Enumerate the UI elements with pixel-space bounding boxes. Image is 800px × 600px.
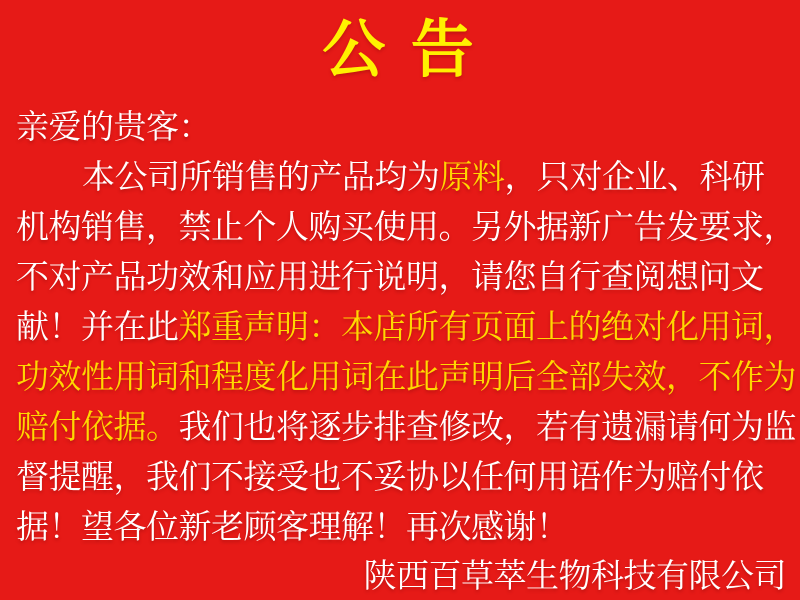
text-segment: 原料 (439, 158, 505, 195)
text-segment: 亲爱的贵客： (16, 108, 211, 145)
notice-line (16, 102, 788, 152)
text-segment: 功效性用词和程度化用词在此声明后全部失效，不作为 (16, 358, 796, 395)
text-segment: 据！望各位新老顾客理解！再次感谢！ (16, 508, 569, 545)
notice-line (16, 352, 796, 402)
notice-line (16, 502, 788, 552)
notice-line (16, 202, 796, 252)
text-segment: 我们也将逐步排查修改，若有遗漏请何为监 (178, 408, 796, 445)
text-segment: 郑重声明：本店所有页面上的绝对化用词， (178, 308, 796, 345)
text-segment: 献！并在此 (16, 308, 179, 345)
company-signature: 陕西百草萃生物科技有限公司 (363, 557, 786, 594)
notice-line (16, 152, 788, 202)
text-segment: 督提醒，我们不接受也不妥协以任何用语作为赔付依 (16, 458, 764, 495)
text-segment: 不对产品功效和应用进行说明，请您自行查阅想问文 (16, 258, 764, 295)
announcement-title: 公 告 (322, 15, 478, 85)
announcement-body (16, 102, 796, 552)
text-segment: 本公司所销售的产品均为 (82, 158, 440, 195)
notice-line (16, 402, 796, 452)
notice-line (16, 302, 796, 352)
text-segment: 赔付依据。 (16, 408, 179, 445)
text-segment: 机构销售，禁止个人购买使用。另外据新广告发要求， (16, 208, 796, 245)
text-segment: ，只对企业、科研 (504, 158, 765, 195)
notice-line (16, 252, 788, 302)
notice-line (16, 452, 788, 502)
